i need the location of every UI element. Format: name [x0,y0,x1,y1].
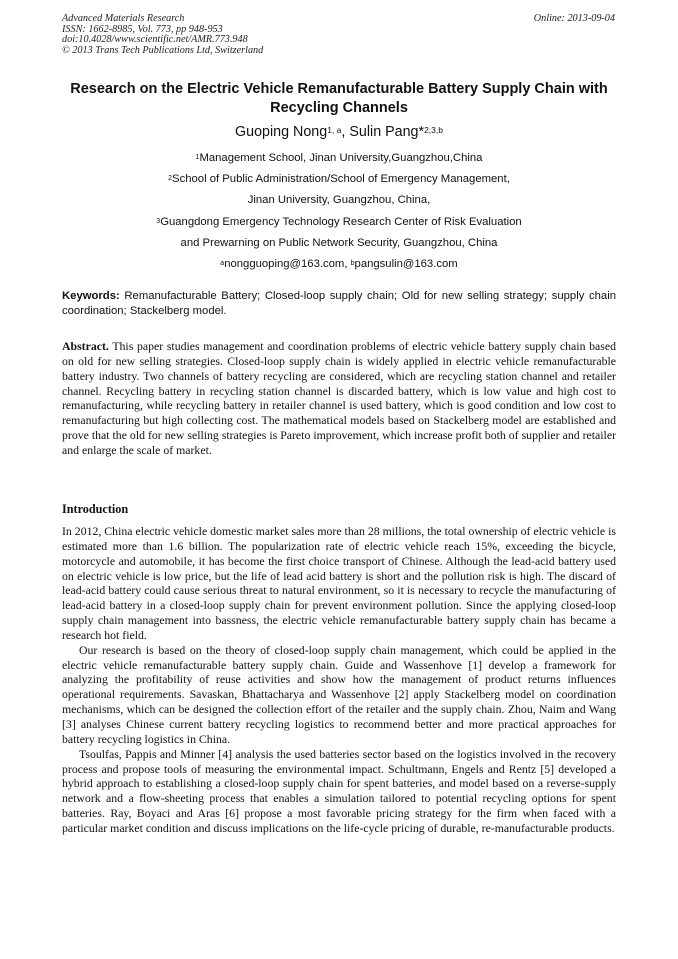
intro-paragraph-3: Tsoulfas, Pappis and Minner [4] analysis the used batteries sector based on the logistics involved in the recovery process and propose tools of measuring the environmental impact. Schultmann, Engels and Rentz [5] developed a hybrid approach to establishing a closed-loop supply chain for spent batteries, and model based on a reverse-supply network and a flow-sheeting process that enables a simulation tailored to potential recycling options for spent batteries. Ray, Boyaci and Aras [6] propose a most favorable pricing strategy for the firm when faced with a particular market condition and discuss implications on the life-cycle pricing of durable, re-manufacturable products. [62,746,616,835]
affiliation-1-sup: 1 [195,154,200,161]
abstract-text: This paper studies management and coordination problems of electric vehicle battery supply chain based on old for new selling strategies. Closed-loop supply chain is widely applied in electric vehicle remanufacturable battery industry. Two channels of battery recycling are considered, which are recycling station channel and retailer channel. Recycling battery in recycling station channel is discarded battery, which is low value and high cost to remanufacturing, while recycling battery in retailer channel is used battery, which is good condition and low cost to remanufacturing but high collecting cost. The mathematical models based on Stackelberg model are established and prove that the old for new selling strategies is Pareto improvement, which increase profit both of supplier and retailer and enlarge the scale of market. [62,339,616,457]
author-separator: , [341,124,350,140]
intro-paragraph-2: Our research is based on the theory of closed-loop supply chain management, which could be applied in the electric vehicle remanufacturable battery supply chain. Guide and Wassenhove [1] develop a framework for analyzing the profitability of reuse activities and show how the management of product returns influences operational requirements. Savaskan, Bhattacharya and Wassenhove [2] apply Stackelberg model on coordination mechanisms, which can be designed the collection effort of the retailer and the supply chain. Zhou, Naim and Wang [3] analyses Chinese current battery recycling logistics to recommend better and more practical approaches for battery recycling logistics in China. [62,642,616,746]
doi-line[interactable]: doi:10.4028/www.scientific.net/AMR.773.948 [62,34,248,46]
affiliation-2-cont: Jinan University, Guangzhou, China, [247,194,431,207]
affiliation-2-text: School of Public Administration/School of Emergency Management, [172,173,510,186]
intro-paragraph-1: In 2012, China electric vehicle domestic market sales more than 28 millions, the total ownership of electric vehicle is estimated more than 1.6 billion. The popularization rate of electric vehicle reach 15%, exceeding the bicycle, motorcycle and automobile, it has become the first choice transport of Chinese. Although the lead-acid battery used on electric vehicle is low price, but the life of lead acid battery is short and the pollution risk is high. The discard of lead-acid battery could cause serious threat to natural environment, so it is necessary to recycle the manufacturing of lead-acid battery in a closed-loop supply chain for prevent environment pollution. Since the applying closed-loop supply chain management into bassness, the electric vehicle remanufacturable battery supply chain has became a research hot field. [62,524,616,642]
affiliation-2 [62,169,616,190]
email-line [62,254,616,275]
author-2-sup: 2,3,b [424,125,443,135]
affiliation-2-sup: 2 [168,175,173,183]
author-1-sup: 1, a [327,125,342,135]
author-line [62,123,616,141]
author-2: Sulin Pang* [349,124,425,140]
issn-line: ISSN: 1662-8985, Vol. 773, pp 948-953 [62,23,223,35]
journal-header [62,14,263,56]
affiliation-3 [62,212,616,233]
online-date: Online: 2013-09-04 [533,13,615,24]
keywords-text: Remanufacturable Battery; Closed-loop supply chain; Old for new selling strategy; supply chain coordination; Stackelberg model. [62,290,616,318]
affiliation-3-cont: and Prewarning on Public Network Security, Guangzhou, China [180,236,498,249]
introduction-body [62,524,616,836]
email-a-sup: a [220,260,225,268]
affiliation-3-sup: 3 [156,217,161,225]
abstract-label: Abstract. [62,339,109,353]
affiliation-1-text: Management School, Jinan University,Guangzhou,China [199,152,483,164]
keywords [62,289,616,320]
affiliation-1 [62,148,616,169]
affiliation-3-text: Guangdong Emergency Technology Research Center of Risk Evaluation [160,215,522,228]
author-1: Guoping Nong [235,124,328,140]
email-b[interactable]: pangsulin@163.com [354,258,458,271]
affiliations [62,148,616,275]
email-a[interactable]: nongguoping@163.com, [224,258,351,271]
paper-title: Research on the Electric Vehicle Remanufacturable Battery Supply Chain with Recycling Channels [70,81,608,116]
copyright-line: © 2013 Trans Tech Publications Ltd, Switzerland [62,44,264,56]
journal-name: Advanced Materials Research [62,13,185,24]
introduction-heading: Introduction [62,502,129,516]
keywords-label: Keywords: [62,290,120,302]
email-b-sup: b [350,260,355,268]
abstract [62,339,616,458]
